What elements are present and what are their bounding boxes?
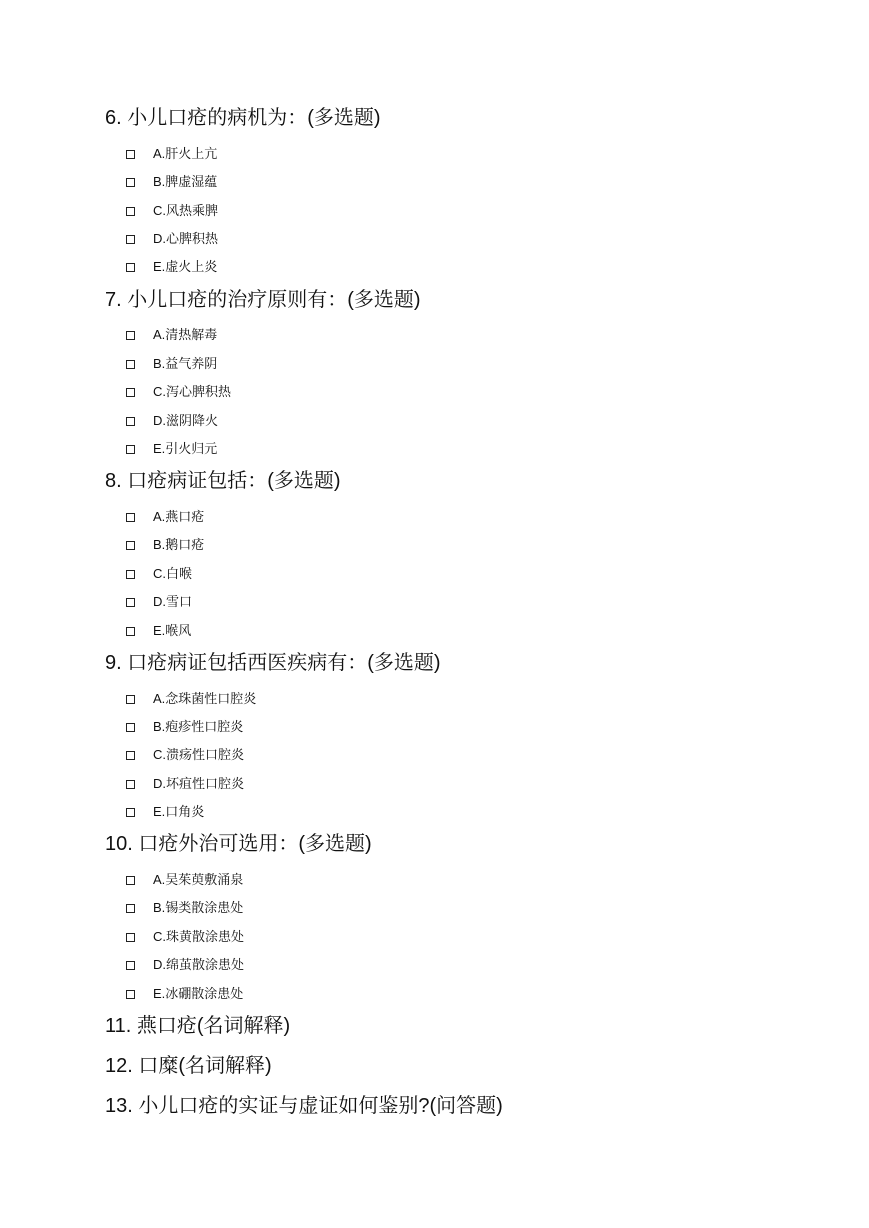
question-8-option-d[interactable] (126, 593, 192, 611)
checkbox-icon[interactable] (126, 570, 135, 579)
option-label: A.肝火上亢 (153, 146, 218, 161)
option-label: E.喉风 (153, 623, 192, 638)
question-9-option-a[interactable] (126, 690, 256, 708)
option-label: B.脾虚湿蕴 (153, 174, 218, 189)
option-label: E.冰硼散涂患处 (153, 986, 244, 1001)
option-label: B.疱疹性口腔炎 (153, 719, 244, 734)
question-6-option-b[interactable] (126, 173, 217, 191)
question-10-option-a[interactable] (126, 871, 243, 889)
checkbox-icon[interactable] (126, 417, 135, 426)
question-11-title: 11. 燕口疮(名词解释) (105, 1015, 291, 1037)
question-8-option-b[interactable] (126, 536, 204, 554)
option-label: C.白喉 (153, 566, 193, 581)
question-7-option-c[interactable] (126, 383, 231, 401)
checkbox-icon[interactable] (126, 388, 135, 397)
checkbox-icon[interactable] (126, 445, 135, 454)
question-10-title: 10. 口疮外治可选用：(多选题) (105, 833, 372, 855)
checkbox-icon[interactable] (126, 933, 135, 942)
checkbox-icon[interactable] (126, 235, 135, 244)
option-label: D.坏疽性口腔炎 (153, 776, 245, 791)
question-10-option-e[interactable] (126, 985, 243, 1003)
checkbox-icon[interactable] (126, 808, 135, 817)
checkbox-icon[interactable] (126, 360, 135, 369)
question-7-option-e[interactable] (126, 440, 217, 458)
option-label: C.珠黄散涂患处 (153, 929, 245, 944)
option-label: A.吴茱萸敷涌泉 (153, 872, 244, 887)
option-label: E.引火归元 (153, 441, 218, 456)
question-6-option-e[interactable] (126, 258, 217, 276)
option-label: B.益气养阴 (153, 356, 218, 371)
option-label: D.滋阴降火 (153, 413, 219, 428)
question-9-title: 9. 口疮病证包括西医疾病有：(多选题) (105, 652, 441, 674)
question-12-title: 12. 口糜(名词解释) (105, 1055, 272, 1077)
question-13-title: 13. 小儿口疮的实证与虚证如何鉴别?(问答题) (105, 1095, 503, 1117)
option-label: E.虚火上炎 (153, 259, 218, 274)
question-7-option-a[interactable] (126, 326, 217, 344)
checkbox-icon[interactable] (126, 904, 135, 913)
question-9-option-c[interactable] (126, 746, 244, 764)
question-8-option-a[interactable] (126, 508, 204, 526)
checkbox-icon[interactable] (126, 695, 135, 704)
checkbox-icon[interactable] (126, 150, 135, 159)
checkbox-icon[interactable] (126, 541, 135, 550)
checkbox-icon[interactable] (126, 780, 135, 789)
question-7-title: 7. 小儿口疮的治疗原则有：(多选题) (105, 289, 421, 311)
checkbox-icon[interactable] (126, 598, 135, 607)
option-label: D.雪口 (153, 594, 193, 609)
option-label: D.绵茧散涂患处 (153, 957, 245, 972)
checkbox-icon[interactable] (126, 723, 135, 732)
option-label: C.溃疡性口腔炎 (153, 747, 245, 762)
checkbox-icon[interactable] (126, 876, 135, 885)
checkbox-icon[interactable] (126, 331, 135, 340)
question-7-option-d[interactable] (126, 412, 218, 430)
question-6-option-a[interactable] (126, 145, 217, 163)
checkbox-icon[interactable] (126, 178, 135, 187)
option-label: A.清热解毒 (153, 327, 218, 342)
option-label: C.风热乘脾 (153, 203, 219, 218)
option-label: B.鹅口疮 (153, 537, 205, 552)
question-8-option-c[interactable] (126, 565, 192, 583)
question-10-option-d[interactable] (126, 956, 244, 974)
option-label: A.念珠菌性口腔炎 (153, 691, 257, 706)
option-label: A.燕口疮 (153, 509, 205, 524)
question-6-option-d[interactable] (126, 230, 218, 248)
checkbox-icon[interactable] (126, 990, 135, 999)
checkbox-icon[interactable] (126, 961, 135, 970)
question-8-option-e[interactable] (126, 622, 191, 640)
checkbox-icon[interactable] (126, 513, 135, 522)
question-10-option-b[interactable] (126, 899, 243, 917)
option-label: D.心脾积热 (153, 231, 219, 246)
option-label: C.泻心脾积热 (153, 384, 232, 399)
option-label: B.锡类散涂患处 (153, 900, 244, 915)
question-7-option-b[interactable] (126, 355, 217, 373)
option-label: E.口角炎 (153, 804, 205, 819)
question-10-option-c[interactable] (126, 928, 244, 946)
question-8-title: 8. 口疮病证包括：(多选题) (105, 470, 341, 492)
question-9-option-e[interactable] (126, 803, 204, 821)
checkbox-icon[interactable] (126, 263, 135, 272)
question-6-option-c[interactable] (126, 202, 218, 220)
question-9-option-b[interactable] (126, 718, 243, 736)
checkbox-icon[interactable] (126, 751, 135, 760)
question-6-title: 6. 小儿口疮的病机为：(多选题) (105, 107, 381, 129)
checkbox-icon[interactable] (126, 627, 135, 636)
checkbox-icon[interactable] (126, 207, 135, 216)
question-9-option-d[interactable] (126, 775, 244, 793)
